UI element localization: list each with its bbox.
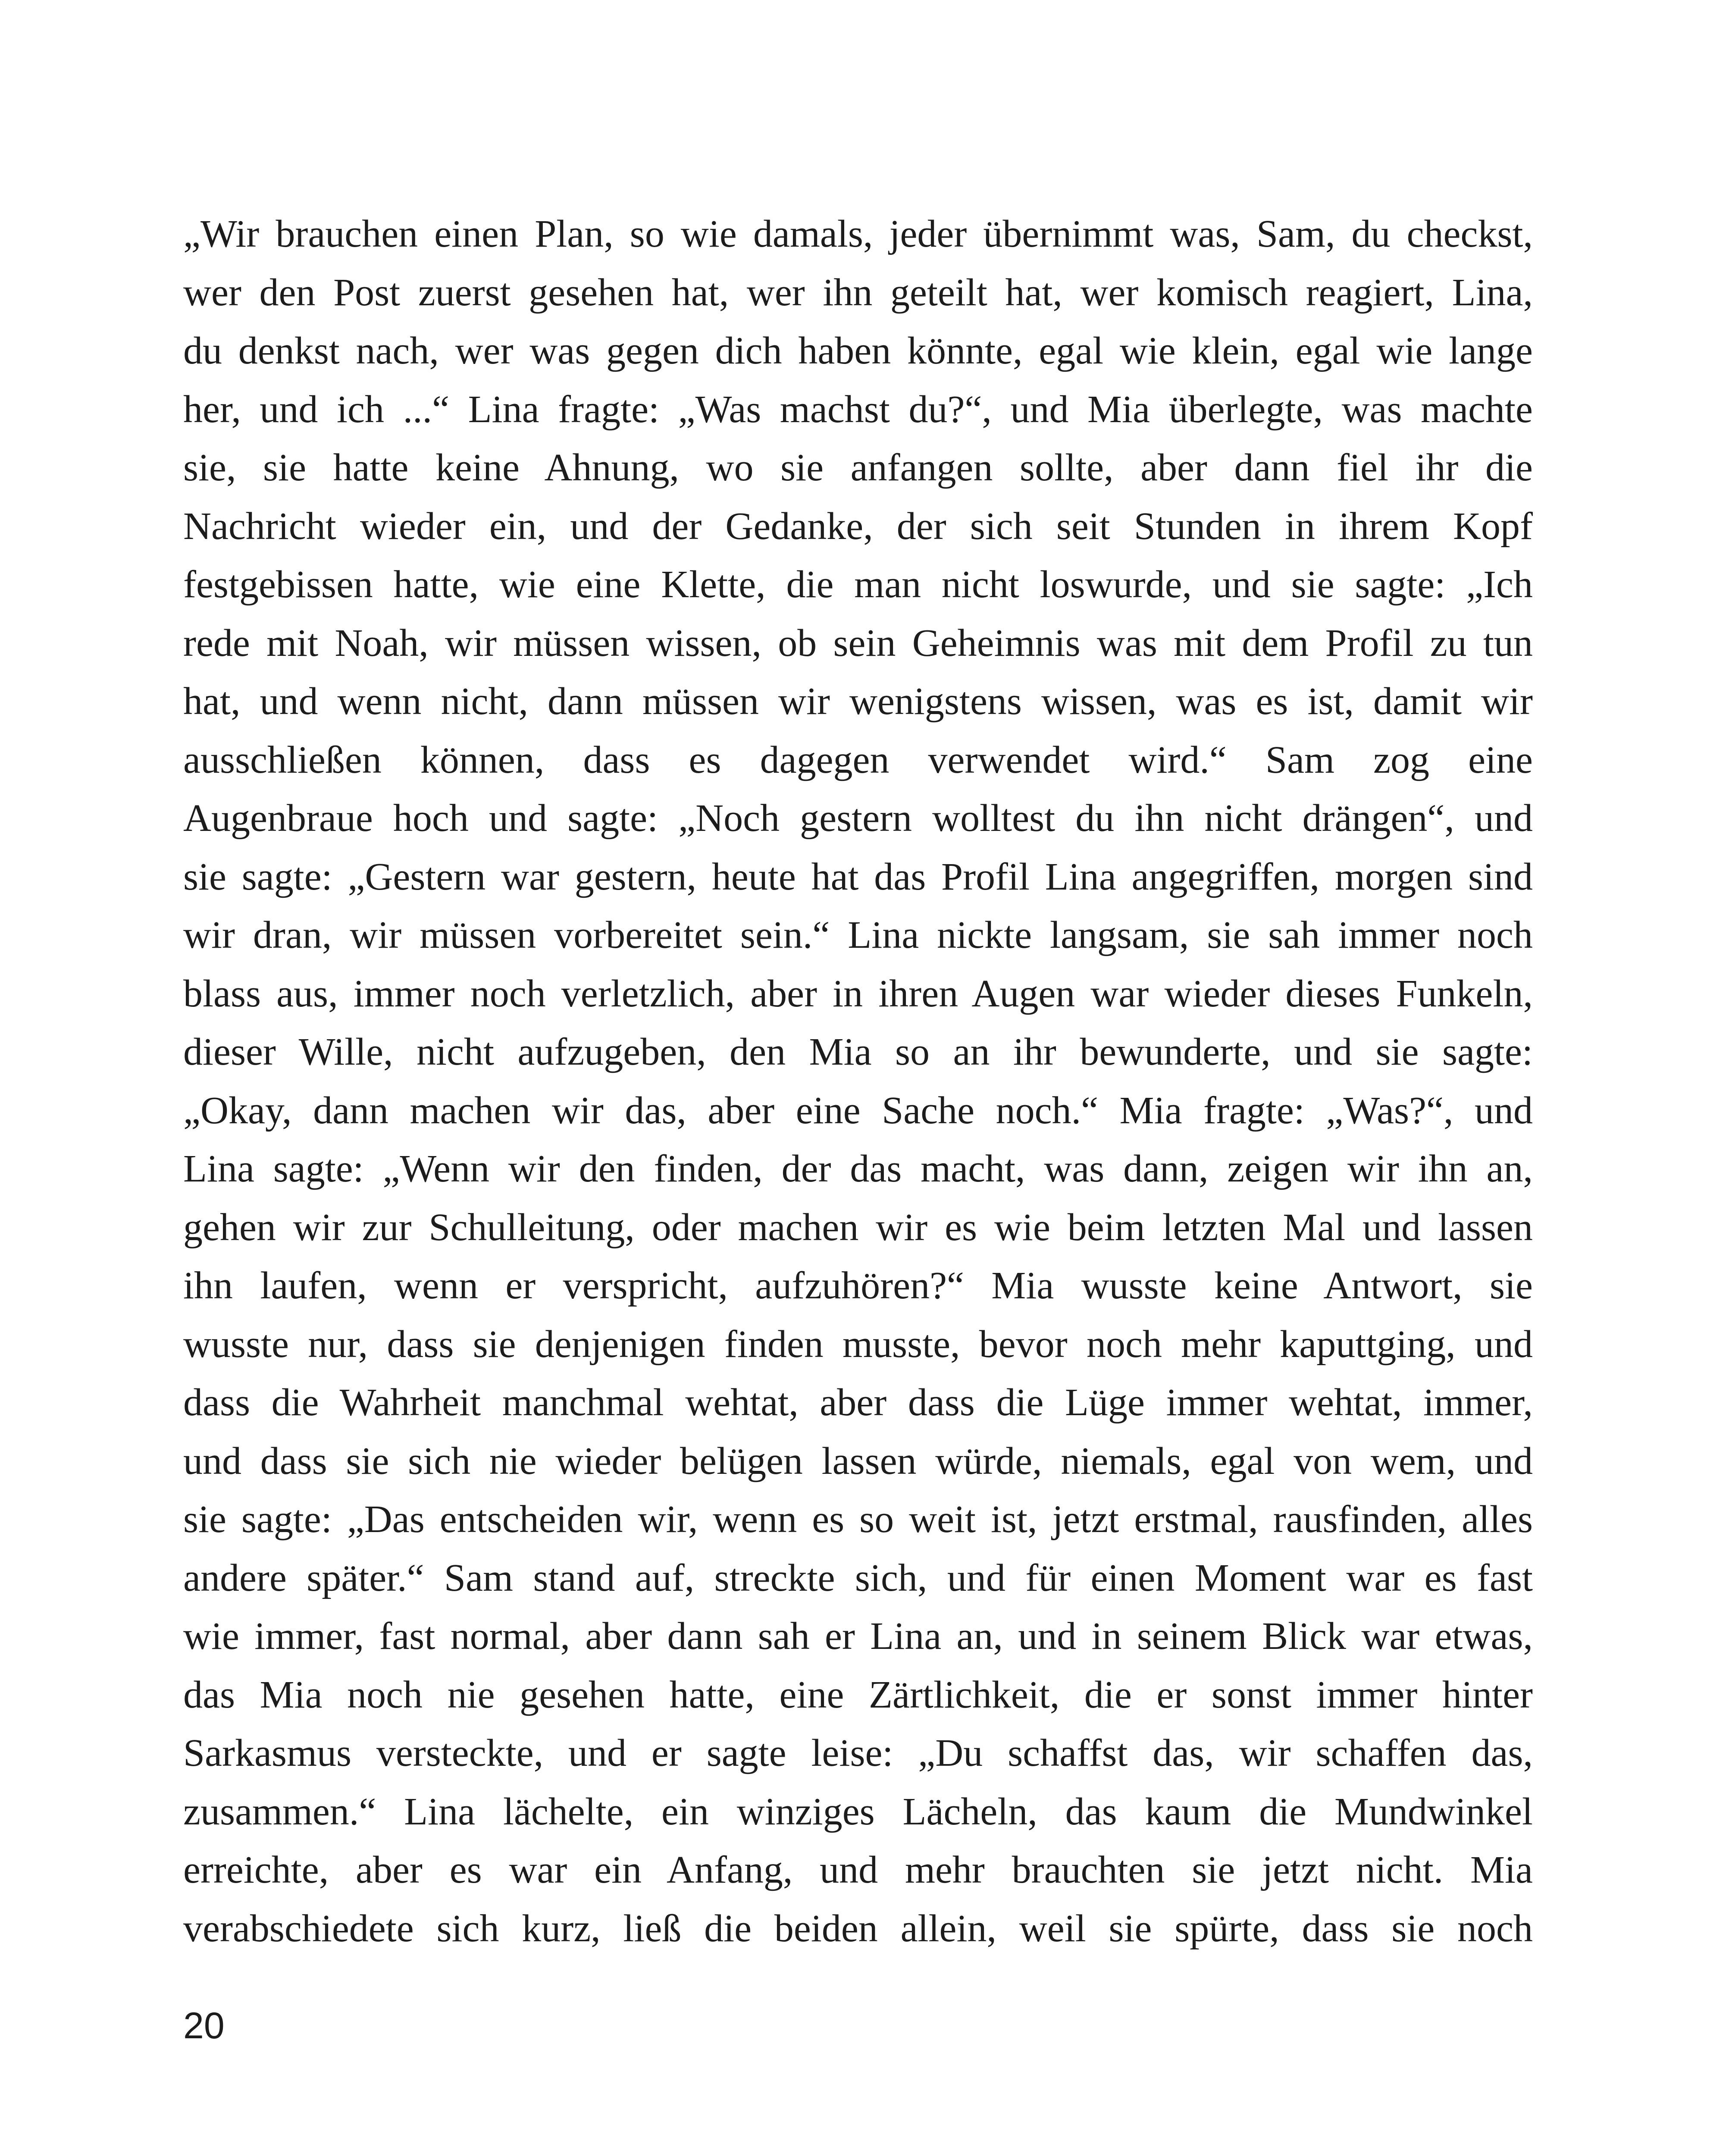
- text-line: sie sagte: „Gestern war gestern, heute hat das Profil Lina angegriffen, morgen sind: [183, 855, 1533, 898]
- text-line: blass aus, immer noch verletzlich, aber in ihren Augen war wieder dieses Funkeln,: [183, 972, 1533, 1015]
- text-line: sie sagte: „Das entscheiden wir, wenn es so weit ist, jetzt erstmal, rausfinden, alles: [183, 1498, 1533, 1541]
- text-line: hat, und wenn nicht, dann müssen wir wenigstens wissen, was es ist, damit wir: [183, 680, 1533, 723]
- text-line: rede mit Noah, wir müssen wissen, ob sein Geheimnis was mit dem Profil zu tun: [183, 621, 1533, 664]
- text-line: du denkst nach, wer was gegen dich haben könnte, egal wie klein, egal wie lange: [183, 329, 1533, 372]
- text-line: ihn laufen, wenn er verspricht, aufzuhören?“ Mia wusste keine Antwort, sie: [183, 1264, 1533, 1307]
- text-line: erreichte, aber es war ein Anfang, und mehr brauchten sie jetzt nicht. Mia: [183, 1849, 1533, 1891]
- text-line: zusammen.“ Lina lächelte, ein winziges Lächeln, das kaum die Mundwinkel: [183, 1790, 1533, 1833]
- text-line: festgebissen hatte, wie eine Klette, die man nicht loswurde, und sie sagte: „Ich: [183, 563, 1533, 606]
- text-line: verabschiedete sich kurz, ließ die beiden allein, weil sie spürte, dass sie noch: [183, 1907, 1533, 1950]
- text-line: sie, sie hatte keine Ahnung, wo sie anfangen sollte, aber dann fiel ihr die: [183, 446, 1533, 489]
- text-line: Lina sagte: „Wenn wir den finden, der das macht, was dann, zeigen wir ihn an,: [183, 1147, 1533, 1190]
- text-line: andere später.“ Sam stand auf, streckte sich, und für einen Moment war es fast: [183, 1556, 1533, 1599]
- text-line: wir dran, wir müssen vorbereitet sein.“ Lina nickte langsam, sie sah immer noch: [183, 914, 1533, 956]
- page-number: 20: [183, 2005, 225, 2046]
- body-text: [183, 205, 1533, 1958]
- text-line: das Mia noch nie gesehen hatte, eine Zärtlichkeit, die er sonst immer hinter: [183, 1673, 1533, 1716]
- text-line: gehen wir zur Schulleitung, oder machen wir es wie beim letzten Mal und lassen: [183, 1206, 1533, 1249]
- text-line: ausschließen können, dass es dagegen verwendet wird.“ Sam zog eine: [183, 738, 1533, 781]
- text-line: „Okay, dann machen wir das, aber eine Sache noch.“ Mia fragte: „Was?“, und: [183, 1089, 1533, 1132]
- text-line: wie immer, fast normal, aber dann sah er Lina an, und in seinem Blick war etwas,: [183, 1615, 1533, 1658]
- text-line: Nachricht wieder ein, und der Gedanke, der sich seit Stunden in ihrem Kopf: [183, 505, 1533, 548]
- text-line: und dass sie sich nie wieder belügen lassen würde, niemals, egal von wem, und: [183, 1439, 1533, 1482]
- text-line: her, und ich ...“ Lina fragte: „Was machst du?“, und Mia überlegte, was machte: [183, 388, 1533, 431]
- text-line: „Wir brauchen einen Plan, so wie damals, jeder übernimmt was, Sam, du checkst,: [183, 213, 1533, 255]
- text-line: wusste nur, dass sie denjenigen finden musste, bevor noch mehr kaputtging, und: [183, 1322, 1533, 1366]
- text-line: Sarkasmus versteckte, und er sagte leise: „Du schaffst das, wir schaffen das,: [183, 1732, 1533, 1774]
- text-line: wer den Post zuerst gesehen hat, wer ihn geteilt hat, wer komisch reagiert, Lina,: [183, 271, 1533, 314]
- text-line: dieser Wille, nicht aufzugeben, den Mia so an ihr bewunderte, und sie sagte:: [183, 1031, 1533, 1073]
- text-line: dass die Wahrheit manchmal wehtat, aber dass die Lüge immer wehtat, immer,: [183, 1381, 1533, 1424]
- text-line: Augenbraue hoch und sagte: „Noch gestern wolltest du ihn nicht drängen“, und: [183, 797, 1533, 840]
